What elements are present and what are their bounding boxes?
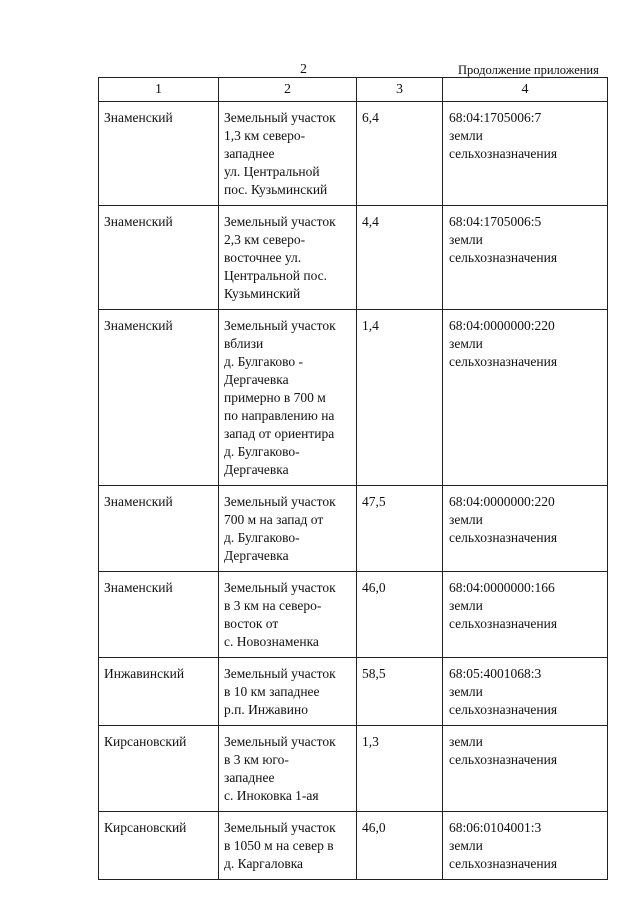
table-row: [99, 206, 608, 310]
location-line: Дергачевка: [224, 462, 289, 477]
location-line: в 1050 м на север в: [224, 838, 334, 853]
location-line: д. Булгаково-: [224, 444, 300, 459]
cadastre-cell: [443, 726, 608, 812]
location-line: по направлению на: [224, 408, 335, 423]
cadastre-cell: [443, 310, 608, 486]
location-line: с. Иноковка 1-ая: [224, 788, 319, 803]
location-line: д. Булгаково -: [224, 354, 303, 369]
cadastre-line: сельхозназначения: [449, 702, 558, 717]
district-name: Знаменский: [104, 318, 173, 333]
location-cell: [219, 572, 357, 658]
cadastre-cell: [443, 102, 608, 206]
location-line: вблизи: [224, 336, 264, 351]
district-cell: [99, 658, 219, 726]
location-cell: [219, 726, 357, 812]
area-cell: [357, 572, 443, 658]
continuation-note: Продолжение приложения: [458, 63, 599, 77]
area-value: 1,4: [362, 318, 379, 333]
table-row: [99, 658, 608, 726]
area-cell: [357, 486, 443, 572]
area-cell: [357, 726, 443, 812]
location-line: в 3 км на северо-: [224, 598, 322, 613]
location-line: Земельный участок: [224, 110, 336, 125]
district-cell: [99, 726, 219, 812]
area-cell: [357, 812, 443, 880]
table-row: [99, 310, 608, 486]
cadastre-line: земли: [449, 734, 483, 749]
cadastre-line: 68:04:0000000:220: [449, 494, 555, 509]
cadastre-line: 68:04:0000000:166: [449, 580, 555, 595]
table-row: [99, 812, 608, 880]
column-header-4: 4: [443, 78, 608, 102]
location-cell: [219, 658, 357, 726]
location-line: Земельный участок: [224, 214, 336, 229]
cadastre-cell: [443, 658, 608, 726]
location-line: Кузьминский: [224, 286, 301, 301]
table-row: [99, 486, 608, 572]
cadastre-line: сельхозназначения: [449, 146, 558, 161]
district-name: Знаменский: [104, 580, 173, 595]
area-cell: [357, 658, 443, 726]
location-line: Земельный участок: [224, 734, 336, 749]
location-line: Земельный участок: [224, 318, 336, 333]
table-row: [99, 572, 608, 658]
area-value: 1,3: [362, 734, 379, 749]
area-value: 47,5: [362, 494, 386, 509]
location-cell: [219, 310, 357, 486]
location-cell: [219, 812, 357, 880]
cadastre-line: сельхозназначения: [449, 250, 558, 265]
area-value: 4,4: [362, 214, 379, 229]
location-line: в 3 км юго-: [224, 752, 289, 767]
district-name: Инжавинский: [104, 666, 185, 681]
district-cell: [99, 206, 219, 310]
location-line: в 10 км западнее: [224, 684, 320, 699]
cadastre-line: сельхозназначения: [449, 354, 558, 369]
location-line: Дергачевка: [224, 372, 289, 387]
cadastre-line: сельхозназначения: [449, 616, 558, 631]
district-cell: [99, 102, 219, 206]
cadastre-line: земли: [449, 512, 483, 527]
location-line: пос. Кузьминский: [224, 182, 328, 197]
district-cell: [99, 812, 219, 880]
location-line: д. Каргаловка: [224, 856, 304, 871]
location-line: западнее: [224, 770, 275, 785]
location-line: Земельный участок: [224, 494, 336, 509]
page-number: 2: [300, 62, 307, 77]
location-cell: [219, 486, 357, 572]
location-line: Центральной пос.: [224, 268, 328, 283]
cadastre-line: земли: [449, 232, 483, 247]
district-cell: [99, 572, 219, 658]
location-line: Дергачевка: [224, 548, 289, 563]
cadastre-line: 68:04:1705006:7: [449, 110, 542, 125]
cadastre-line: 68:04:1705006:5: [449, 214, 542, 229]
cadastre-cell: [443, 572, 608, 658]
cadastre-line: земли: [449, 838, 483, 853]
area-value: 6,4: [362, 110, 379, 125]
location-line: примерно в 700 м: [224, 390, 326, 405]
cadastre-cell: [443, 206, 608, 310]
cadastre-line: сельхозназначения: [449, 752, 558, 767]
cadastre-line: земли: [449, 598, 483, 613]
cadastre-line: земли: [449, 128, 483, 143]
cadastre-line: 68:05:4001068:3: [449, 666, 542, 681]
table-header-row: [99, 78, 608, 102]
cadastre-line: сельхозназначения: [449, 530, 558, 545]
cadastre-cell: [443, 486, 608, 572]
district-name: Кирсановский: [104, 734, 187, 749]
cadastre-line: земли: [449, 684, 483, 699]
location-line: Земельный участок: [224, 820, 336, 835]
location-cell: [219, 102, 357, 206]
district-name: Кирсановский: [104, 820, 187, 835]
location-line: ул. Центральной: [224, 164, 320, 179]
column-header-1: 1: [99, 78, 219, 102]
cadastre-line: 68:04:0000000:220: [449, 318, 555, 333]
location-line: восточнее ул.: [224, 250, 302, 265]
area-cell: [357, 102, 443, 206]
area-value: 58,5: [362, 666, 386, 681]
table-row: [99, 726, 608, 812]
location-line: 1,3 км северо-: [224, 128, 306, 143]
cadastre-line: сельхозназначения: [449, 856, 558, 871]
district-cell: [99, 310, 219, 486]
location-line: д. Булгаково-: [224, 530, 300, 545]
area-value: 46,0: [362, 820, 386, 835]
district-cell: [99, 486, 219, 572]
location-line: восток от: [224, 616, 279, 631]
cadastre-line: 68:06:0104001:3: [449, 820, 542, 835]
district-name: Знаменский: [104, 494, 173, 509]
location-line: запад от ориентира: [224, 426, 335, 441]
area-value: 46,0: [362, 580, 386, 595]
area-cell: [357, 206, 443, 310]
table-row: [99, 102, 608, 206]
table-body: [99, 102, 608, 880]
location-line: 700 м на запад от: [224, 512, 324, 527]
area-cell: [357, 310, 443, 486]
location-line: Земельный участок: [224, 580, 336, 595]
cadastre-cell: [443, 812, 608, 880]
column-header-2: 2: [219, 78, 357, 102]
location-line: Земельный участок: [224, 666, 336, 681]
location-line: р.п. Инжавино: [224, 702, 308, 717]
location-cell: [219, 206, 357, 310]
land-plots-table: [98, 77, 608, 880]
cadastre-line: земли: [449, 336, 483, 351]
district-name: Знаменский: [104, 110, 173, 125]
column-header-3: 3: [357, 78, 443, 102]
location-line: 2,3 км северо-: [224, 232, 306, 247]
location-line: западнее: [224, 146, 275, 161]
district-name: Знаменский: [104, 214, 173, 229]
location-line: с. Новознаменка: [224, 634, 319, 649]
